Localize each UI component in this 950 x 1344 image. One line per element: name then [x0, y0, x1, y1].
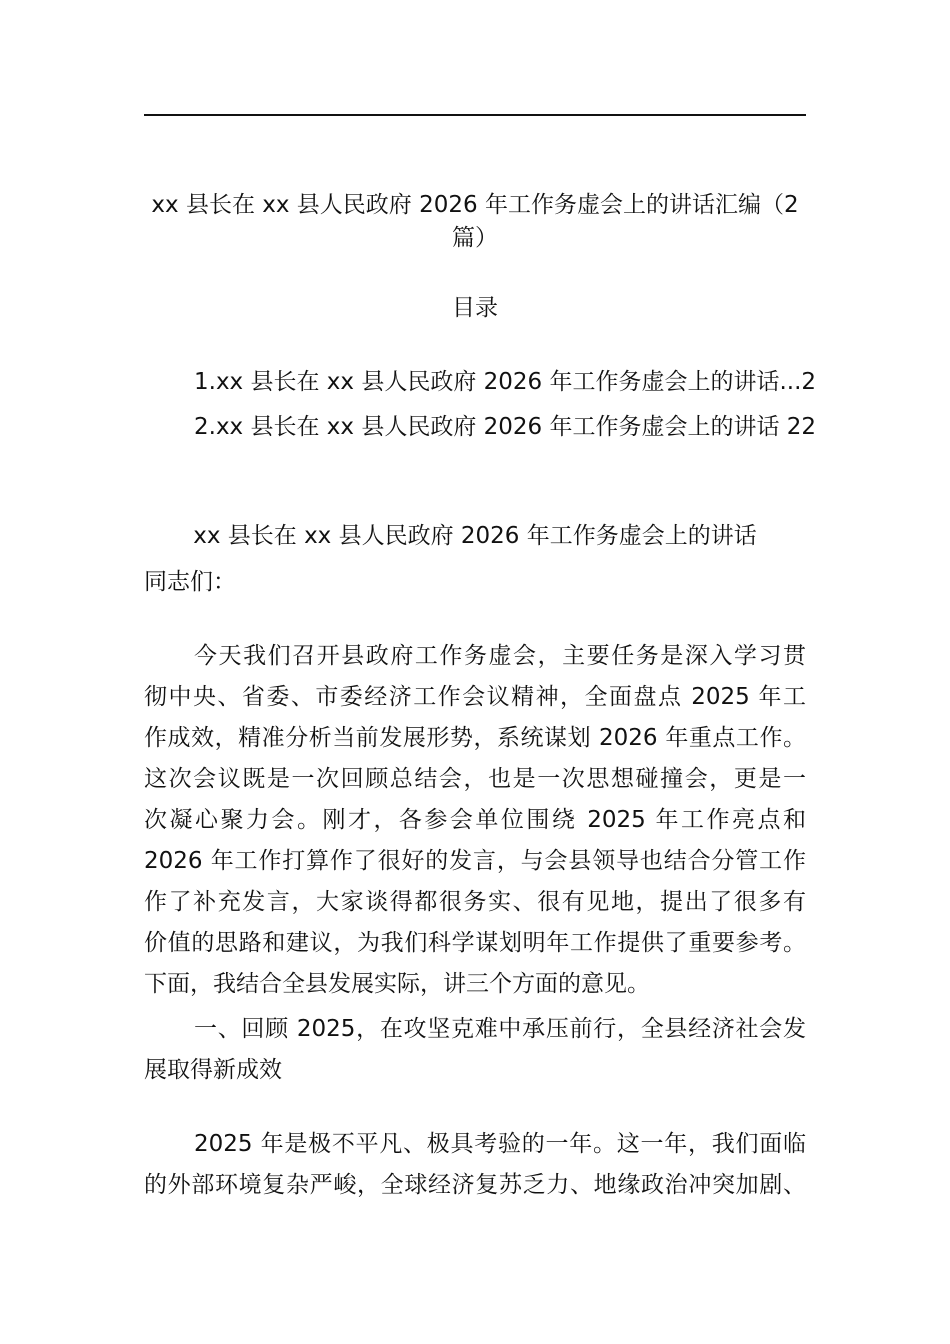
paragraph-line: 次凝心聚力会。刚才，各参会单位围绕 2025 年工作亮点和 [144, 807, 806, 833]
doc-title-line-2: 篇） [452, 225, 498, 251]
paragraph-line: 2025 年是极不平凡、极具考验的一年。这一年，我们面临 [194, 1131, 806, 1157]
paragraph-line: 作了补充发言，大家谈得都很务实、很有见地，提出了很多有 [144, 889, 806, 915]
toc-item-2[interactable]: 2.xx 县长在 xx 县人民政府 2026 年工作务虚会上的讲话 22 [194, 414, 817, 440]
toc-heading: 目录 [452, 295, 498, 321]
header-rule [144, 114, 806, 116]
heading-line: 一、回顾 2025，在攻坚克难中承压前行，全县经济社会发 [194, 1016, 806, 1042]
paragraph-line: 下面，我结合全县发展实际，讲三个方面的意见。 [144, 971, 650, 997]
salutation: 同志们： [144, 569, 236, 595]
paragraph-line: 这次会议既是一次回顾总结会，也是一次思想碰撞会，更是一 [144, 766, 806, 792]
doc-title-line-1: xx 县长在 xx 县人民政府 2026 年工作务虚会上的讲话汇编（2 [151, 192, 799, 218]
paragraph-line: 今天我们召开县政府工作务虚会，主要任务是深入学习贯 [194, 643, 806, 669]
paragraph-line: 作成效，精准分析当前发展形势，系统谋划 2026 年重点工作。 [144, 725, 806, 751]
paragraph-line: 的外部环境复杂严峻，全球经济复苏乏力、地缘政治冲突加剧、 [144, 1172, 806, 1198]
paragraph-line: 价值的思路和建议，为我们科学谋划明年工作提供了重要参考。 [144, 930, 806, 956]
toc-item-1[interactable]: 1.xx 县长在 xx 县人民政府 2026 年工作务虚会上的讲话...2 [194, 369, 817, 395]
paragraph-line: 彻中央、省委、市委经济工作会议精神，全面盘点 2025 年工 [144, 684, 806, 710]
section-title: xx 县长在 xx 县人民政府 2026 年工作务虚会上的讲话 [193, 523, 757, 549]
paragraph-line: 2026 年工作打算作了很好的发言，与会县领导也结合分管工作 [144, 848, 806, 874]
heading-line: 展取得新成效 [144, 1057, 282, 1083]
